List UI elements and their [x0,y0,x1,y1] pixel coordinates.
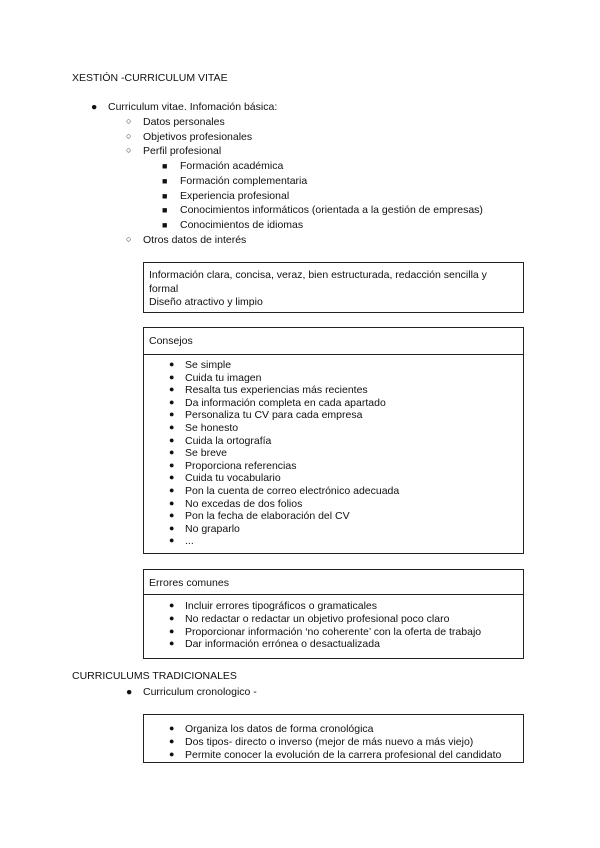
bullet-disc-icon: ● [169,735,175,746]
box-line: Diseño atractivo y limpio [149,296,263,308]
box-heading: Errores comunes [149,577,229,589]
bullet-disc-icon: ● [169,472,175,483]
list-item-text: Resalta tus experiencias más recientes [185,384,368,397]
list-item-text: Conocimientos informáticos (orientada a la gestión de empresas) [180,204,483,216]
list-item-text: Organiza los datos de forma cronológica [185,723,374,735]
list-item-text: Se simple [185,359,232,371]
errores-box [143,569,524,659]
list-item [126,234,247,246]
list-item [169,735,474,748]
bullet-disc-icon: ● [169,359,175,369]
list-item [169,434,272,447]
list-item [169,522,240,535]
list-item-text: Curriculum cronologico - [143,686,257,698]
list-item-text: ... [185,535,194,548]
list-item [169,625,482,638]
list-item [126,145,222,157]
list-item [169,447,228,460]
box-line: formal [149,283,179,295]
document-title: XESTIÓN -CURRICULUM VITAE [72,72,228,84]
list-item-text: Formación académica [180,160,284,172]
list-item [169,510,350,523]
bullet-circle-icon: ○ [126,234,132,244]
section-heading: CURRICULUMS TRADICIONALES [72,670,237,682]
bullet-square-icon: ■ [162,176,168,186]
list-item [162,160,284,172]
bullet-square-icon: ■ [162,220,168,230]
bullet-disc-icon: ● [169,422,175,432]
box-heading: Consejos [149,335,193,347]
list-item-text: No graparlo [185,522,240,535]
list-item-text: No excedas de dos folios [185,497,303,510]
bullet-square-icon: ■ [162,161,168,171]
list-item-text: Cuida tu vocabulario [185,472,281,485]
list-item [126,686,257,698]
box-line: Información clara, concisa, veraz, bien estructurada, redacción sencilla y [149,269,487,281]
list-item [169,748,502,761]
list-item-text: Conocimientos de idiomas [180,219,304,231]
list-item-text: Dar información errónea o desactualizada [185,638,380,651]
list-item [169,384,368,397]
bullet-disc-icon: ● [169,384,175,395]
list-item-text: Da información completa en cada apartado [185,396,386,409]
list-item [169,497,303,510]
list-item [169,359,232,371]
bullet-disc-icon: ● [91,101,98,113]
list-item-text: Datos personales [143,116,225,128]
list-item [126,131,253,143]
list-item-text: Pon la cuenta de correo electrónico adecuada [185,485,400,497]
bullet-disc-icon: ● [169,625,175,636]
bullet-disc-icon: ● [169,638,175,649]
list-item-text: Perfil profesional [143,145,222,157]
list-item-text: Personaliza tu CV para cada empresa [185,409,363,422]
bullet-disc-icon: ● [169,434,175,445]
list-item [162,175,308,187]
list-item [169,600,377,612]
bullet-square-icon: ■ [162,205,168,215]
list-item [169,371,262,384]
list-item-text: Cuida tu imagen [185,371,262,384]
list-item [169,396,386,409]
list-item-text: Cuida la ortografía [185,434,272,447]
list-item [169,723,374,735]
bullet-disc-icon: ● [126,686,133,698]
bullet-disc-icon: ● [169,522,175,533]
bullet-circle-icon: ○ [126,145,132,155]
list-item [169,409,363,422]
list-item [169,612,450,625]
list-item-text: Curriculum vitae. Infomación básica: [108,101,278,113]
bullet-disc-icon: ● [169,535,175,546]
list-item [162,190,290,202]
bullet-disc-icon: ● [169,510,175,521]
list-item-text: Incluir errores tipográficos o gramaticales [185,600,377,612]
list-item [169,485,400,497]
list-item-text: Pon la fecha de elaboración del CV [185,510,350,523]
bullet-square-icon: ■ [162,191,168,201]
list-item [162,219,304,231]
list-item [169,422,239,434]
list-item-text: Se breve [185,447,228,460]
list-item-text: Se honesto [185,422,239,434]
info-box [143,262,524,313]
list-item [169,638,380,651]
list-item [162,204,483,216]
bullet-disc-icon: ● [169,748,175,759]
list-item-text: Experiencia profesional [180,190,290,202]
bullet-disc-icon: ● [169,459,175,470]
list-item-text: Permite conocer la evolución de la carrera profesional del candidato [185,748,502,761]
list-item-text: Otros datos de interés [143,234,247,246]
list-item-text: Dos tipos- directo o inverso (mejor de más nuevo a más viejo) [185,735,474,748]
bullet-disc-icon: ● [169,447,175,458]
list-item-text: Objetivos profesionales [143,131,253,143]
bullet-disc-icon: ● [169,600,175,610]
bullet-circle-icon: ○ [126,131,132,141]
list-item [169,472,281,485]
bullet-disc-icon: ● [169,485,175,495]
divider [144,594,523,595]
list-item-text: Proporciona referencias [185,459,297,472]
consejos-box [143,327,524,554]
list-item-text: Proporcionar información ‘no coherente’ con la oferta de trabajo [185,625,482,638]
bullet-disc-icon: ● [169,497,175,508]
list-item-text: No redactar o redactar un objetivo profesional poco claro [185,612,450,625]
bullet-disc-icon: ● [169,612,175,623]
bullet-disc-icon: ● [169,409,175,420]
bullet-disc-icon: ● [169,396,175,407]
list-item [126,116,225,128]
divider [144,354,523,355]
bullet-disc-icon: ● [169,371,175,382]
list-item [91,101,278,113]
list-item [169,535,194,548]
list-item [169,459,297,472]
bullet-disc-icon: ● [169,723,175,733]
cronologico-box [143,714,524,763]
bullet-circle-icon: ○ [126,116,132,126]
list-item-text: Formación complementaria [180,175,308,187]
